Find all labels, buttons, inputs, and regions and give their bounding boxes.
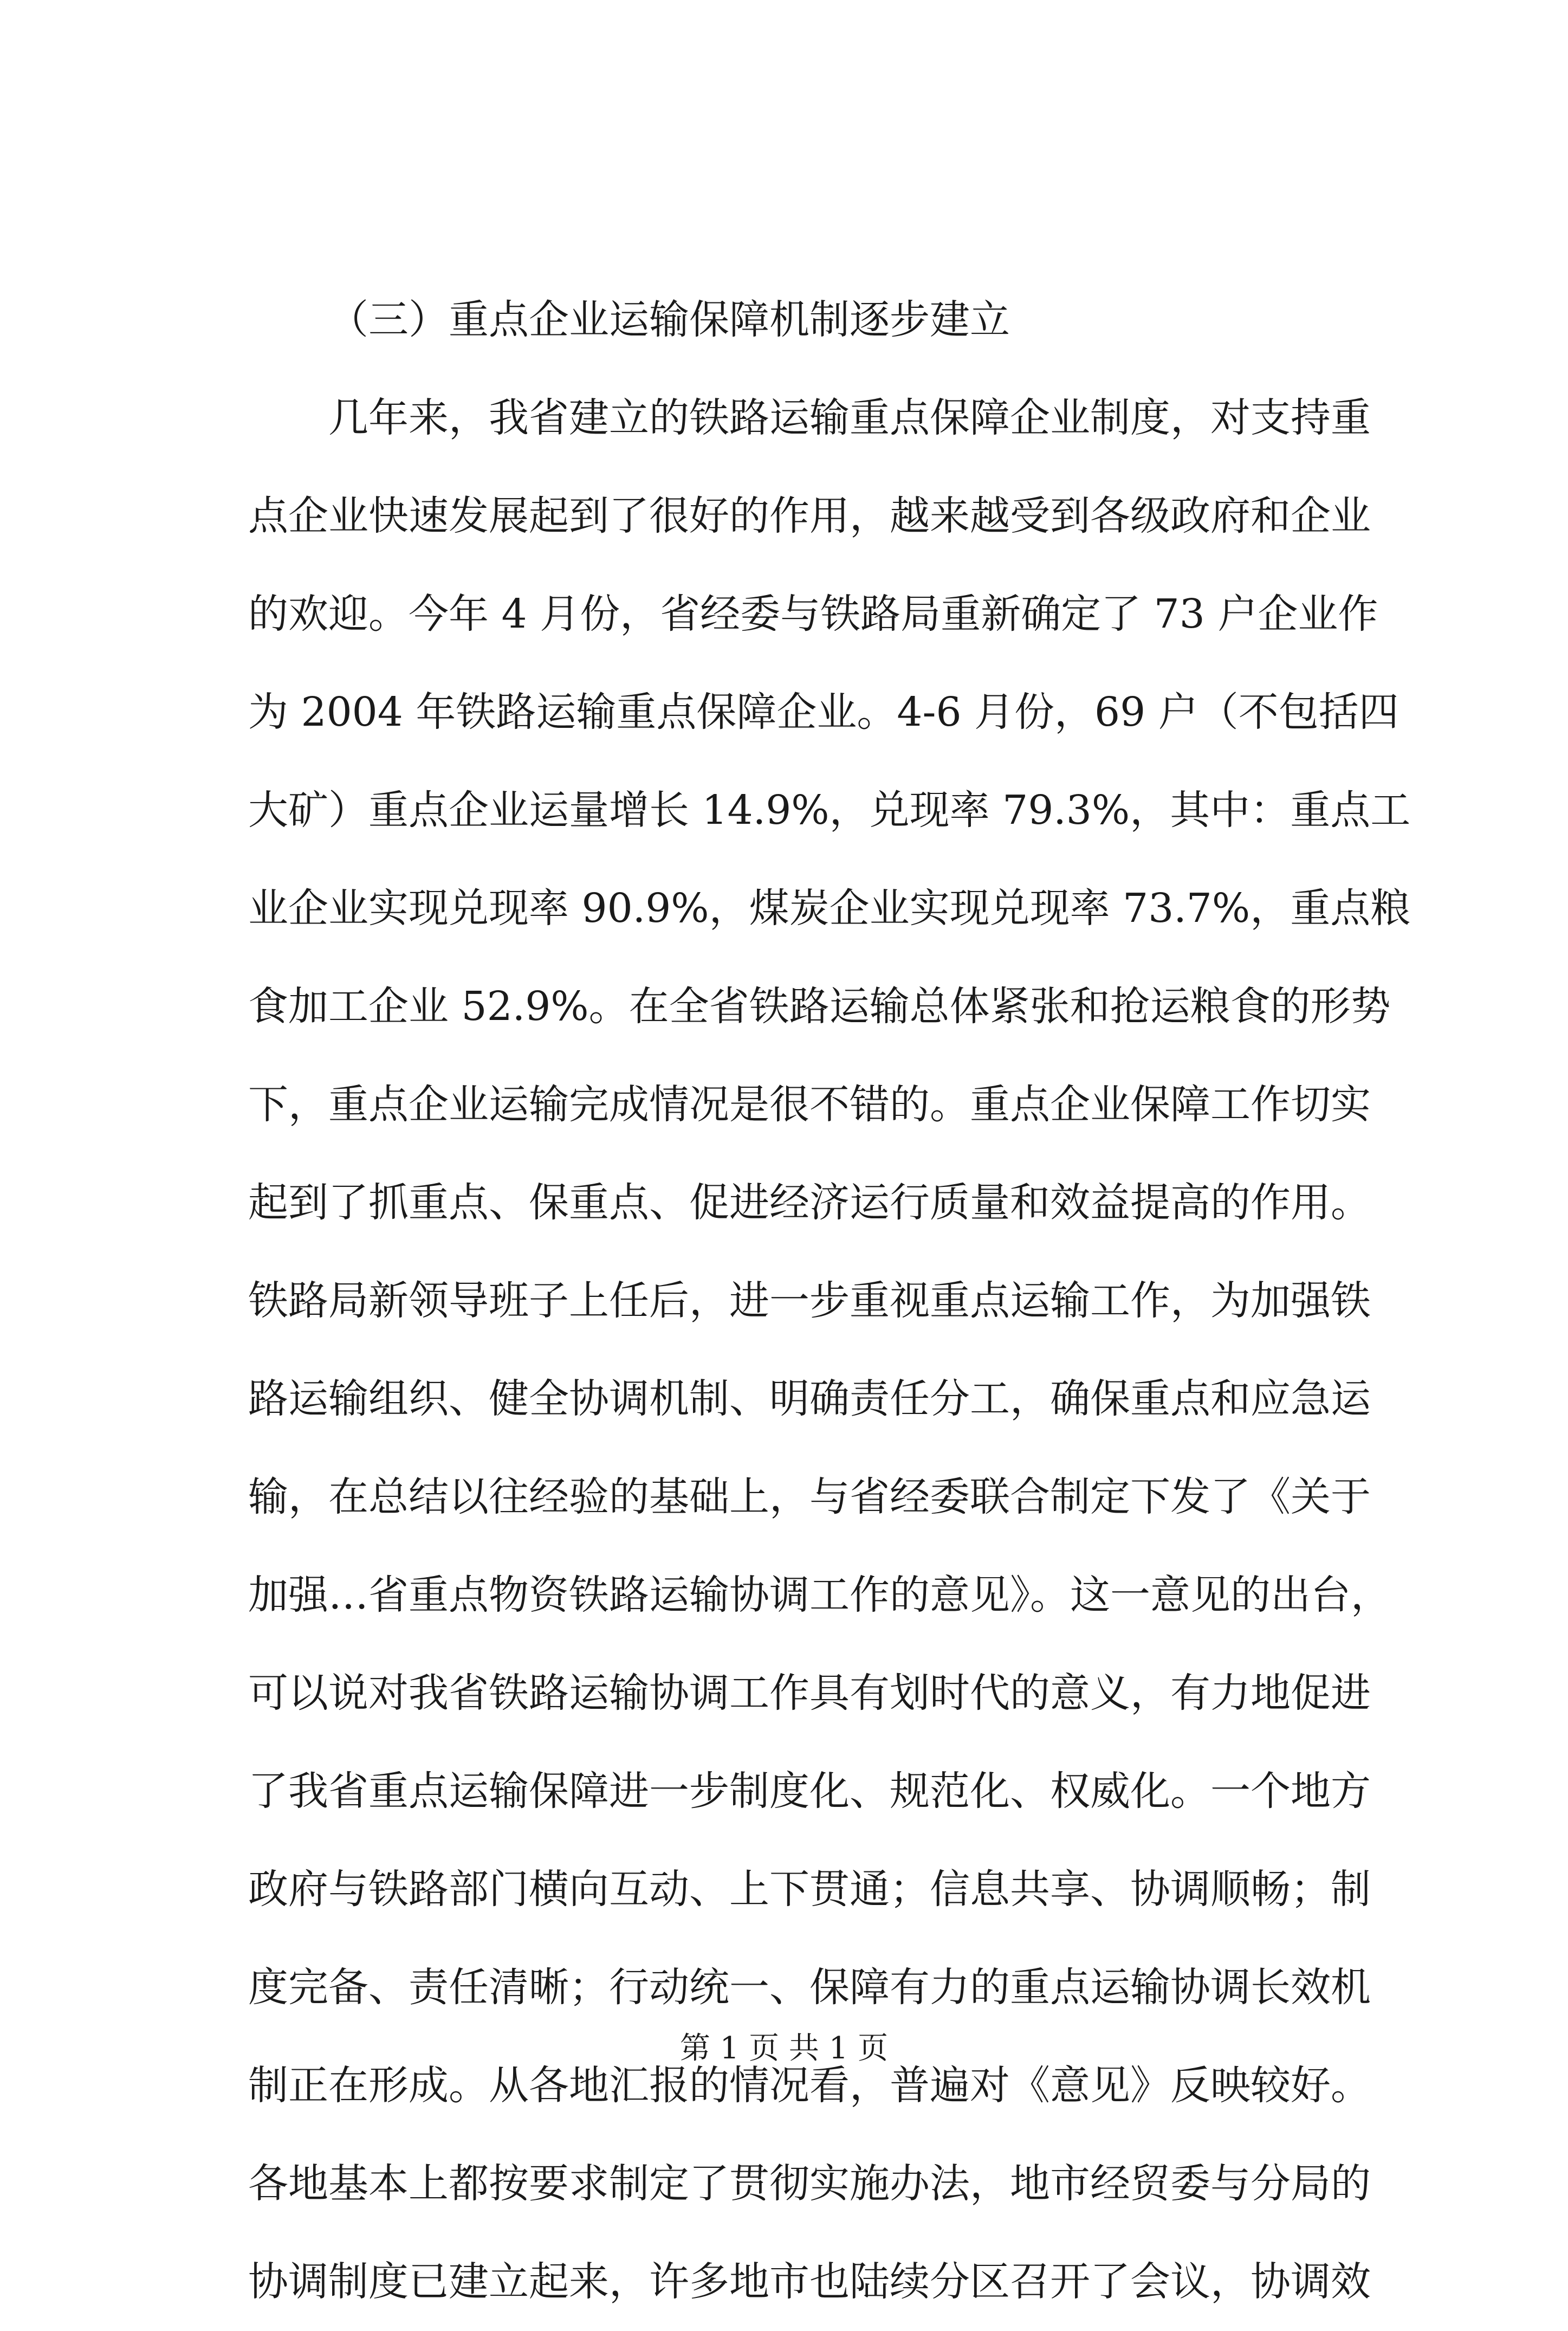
- paragraph-line: 政府与铁路部门横向互动、上下贯通；信息共享、协调顺畅；制: [248, 1866, 1371, 1913]
- paragraph-line: 业企业实现兑现率 90.9%，煤炭企业实现兑现率 73.7%，重点粮: [248, 885, 1411, 932]
- paragraph-line: 可以说对我省铁路运输协调工作具有划时代的意义，有力地促进: [248, 1670, 1371, 1716]
- paragraph-line: 大矿）重点企业运量增长 14.9%，兑现率 79.3%，其中：重点工: [248, 787, 1411, 834]
- paragraph-line: 加强…省重点物资铁路运输协调工作的意见》。这一意见的出台，: [248, 1572, 1391, 1618]
- paragraph-line: 起到了抓重点、保重点、促进经济运行质量和效益提高的作用。: [248, 1179, 1371, 1226]
- paragraph-line: 铁路局新领导班子上任后，进一步重视重点运输工作，为加强铁: [248, 1277, 1371, 1324]
- page-footer: 第 1 页 共 1 页: [679, 2031, 889, 2066]
- paragraph-line: 各地基本上都按要求制定了贯彻实施办法，地市经贸委与分局的: [248, 2160, 1371, 2207]
- document-body: [248, 271, 1411, 2331]
- paragraph-line: 路运输组织、健全协调机制、明确责任分工，确保重点和应急运: [248, 1376, 1371, 1422]
- paragraph-line: 了我省重点运输保障进一步制度化、规范化、权威化。一个地方: [248, 1768, 1371, 1815]
- paragraph-line: 食加工企业 52.9%。在全省铁路运输总体紧张和抢运粮食的形势: [248, 983, 1391, 1030]
- paragraph-line: 制正在形成。从各地汇报的情况看，普遍对《意见》反映较好。: [248, 2062, 1371, 2109]
- section-heading: （三）重点企业运输保障机制逐步建立: [328, 296, 1010, 343]
- paragraph-line: 下，重点企业运输完成情况是很不错的。重点企业保障工作切实: [248, 1081, 1371, 1128]
- paragraph-line: 为 2004 年铁路运输重点保障企业。4-6 月份，69 户（不包括四: [248, 689, 1399, 735]
- paragraph-line: 协调制度已建立起来，许多地市也陆续分区召开了会议，协调效: [248, 2258, 1371, 2305]
- paragraph-line: 输，在总结以往经验的基础上，与省经委联合制定下发了《关于: [248, 1474, 1371, 1520]
- paragraph-line: 点企业快速发展起到了很好的作用，越来越受到各级政府和企业: [248, 493, 1371, 539]
- paragraph-line: 几年来，我省建立的铁路运输重点保障企业制度，对支持重: [328, 395, 1371, 441]
- paragraph-line: 度完备、责任清晰；行动统一、保障有力的重点运输协调长效机: [248, 1964, 1371, 2011]
- paragraph-line: 的欢迎。今年 4 月份，省经委与铁路局重新确定了 73 户企业作: [248, 591, 1378, 637]
